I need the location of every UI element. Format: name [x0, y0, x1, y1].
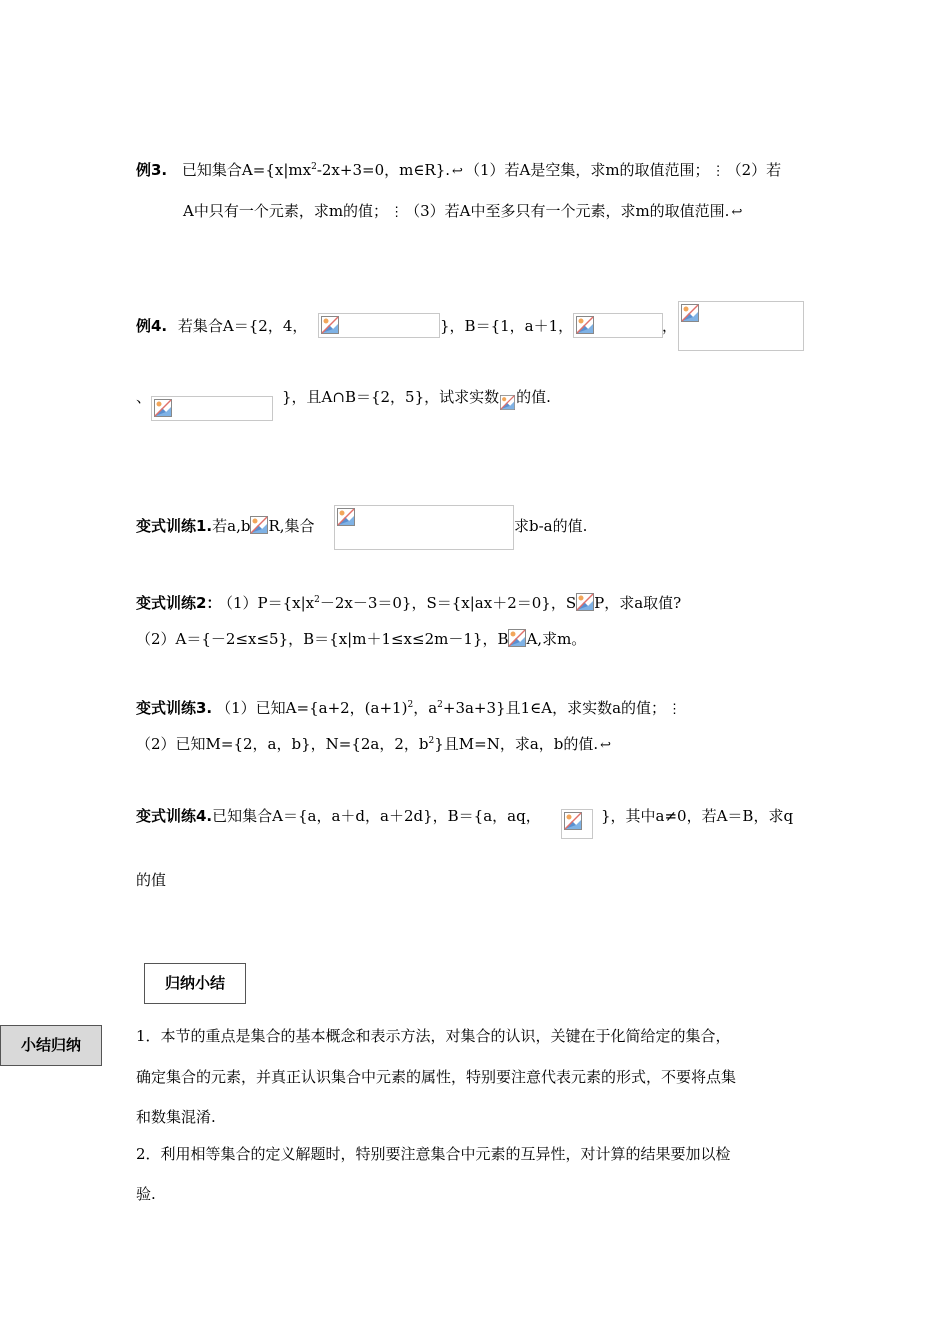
variant-3-line-2: （2）已知M={2，a，b}，N={2a，2，$b^2$}且M=N，求a，b的值. ↩: [136, 734, 613, 756]
broken-image-icon: [508, 629, 526, 647]
ellipsis-mark-icon: ⋮: [711, 164, 725, 179]
return-mark-icon: ↩: [452, 164, 463, 179]
variant-3-line-1: 变式训练3. （1）已知A={a+2，$(a+1)^2$，$a^2+3a+3$}且1∈A，求实数a的值； ⋮: [136, 698, 683, 720]
broken-image-icon: [321, 316, 339, 334]
broken-image-icon: [564, 812, 582, 830]
broken-image-icon: [576, 316, 594, 334]
example-3-label: 例3.: [136, 161, 168, 179]
example-4-comma: ，: [662, 317, 678, 335]
broken-image-icon: [576, 593, 594, 611]
formula-image-placeholder: [573, 313, 663, 338]
variant-4-label: 变式训练4.: [136, 807, 213, 825]
variant-4-line-1: 变式训练4.已知集合A＝{a，a＋d，a＋2d}，B＝{a，aq，: [136, 807, 541, 825]
ellipsis-mark-icon: ⋮: [390, 205, 404, 220]
broken-image-icon: [154, 399, 172, 417]
variant-2-label: 变式训练2：: [136, 594, 222, 612]
example-4-line-2-part-b: }，且A∩B＝{2，5}，试求实数 的值.: [282, 387, 551, 410]
variant-1-line: 变式训练1.若a,b R,集合: [136, 517, 315, 535]
example-4-line-1-part-b: }，B＝{1，a＋1，: [440, 317, 574, 335]
summary-p2-line-1: 2．利用相等集合的定义解题时，特别要注意集合中元素的互异性，对计算的结果要加以检: [136, 1145, 731, 1163]
broken-image-icon: [337, 508, 355, 526]
variant-1-label: 变式训练1.: [136, 517, 213, 535]
example-4-line-1-part-a: 例4. 若集合A＝{2，4，: [136, 317, 308, 335]
summary-p1-line-3: 和数集混淆.: [136, 1108, 216, 1126]
variant-4-line-1-tail: }，其中a≠0，若A＝B，求q: [601, 807, 794, 825]
summary-p1-line-2: 确定集合的元素，并真正认识集合中元素的属性，特别要注意代表元素的形式，不要将点集: [136, 1068, 737, 1086]
formula-image-placeholder: [334, 505, 514, 550]
return-mark-icon: ↩: [731, 205, 743, 220]
summary-p2-line-2: 验.: [136, 1185, 156, 1203]
example-3-line-2: A中只有一个元素，求m的值； ⋮ （3）若A中至多只有一个元素，求m的取值范围. ↩: [183, 201, 744, 223]
example-3-line-1: 例3. 已知集合$A=\{x|mx^2-2x+3=0$，m∈R}. ↩ （1）若A是空集，求m的取值范围； ⋮ （2）若: [136, 160, 781, 182]
variant-4-line-2: 的值: [136, 871, 167, 889]
broken-image-icon: [681, 304, 699, 322]
summary-heading-box: 归纳小结: [144, 963, 246, 1004]
variant-2-line-2: （2）A＝{－2≤x≤5}，B＝{x|m＋1≤x≤2m－1}，B A,求m。: [136, 630, 587, 648]
example-4-label: 例4.: [136, 317, 168, 335]
variant-2-line-1: 变式训练2： $(1)P=\{x|x^2-2x-3=0\}$，S＝{x|ax＋2＝0}，S P，求a取值?: [136, 594, 682, 612]
formula-image-placeholder: [561, 809, 593, 839]
example-4-line-2-part-a: 、: [136, 388, 152, 406]
variant-1-tail: 求b-a的值.: [514, 517, 588, 535]
broken-image-icon: [500, 395, 515, 410]
summary-side-label: 小结归纳: [0, 1025, 102, 1066]
broken-image-icon: [250, 516, 268, 534]
formula-image-placeholder: [318, 313, 440, 338]
summary-p1-line-1: 1．本节的重点是集合的基本概念和表示方法，对集合的认识，关键在于化简给定的集合，: [136, 1027, 731, 1045]
return-mark-icon: ↩: [600, 738, 612, 753]
formula-image-placeholder: [151, 396, 273, 421]
formula-image-placeholder: [678, 301, 804, 351]
variant-3-label: 变式训练3.: [136, 699, 213, 717]
ellipsis-mark-icon: ⋮: [668, 702, 682, 717]
